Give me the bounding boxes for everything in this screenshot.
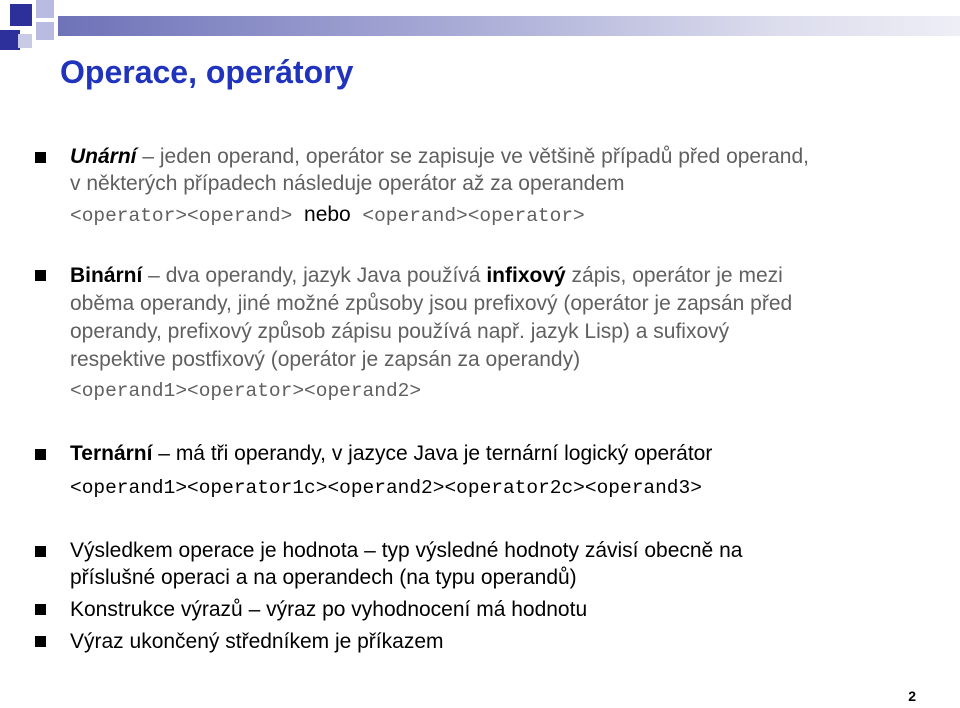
binary-code: <operand1><operator><operand2>: [70, 380, 422, 402]
decor-square-light: [18, 34, 32, 48]
unary-or: nebo: [304, 203, 351, 226]
header-decoration: [0, 0, 960, 60]
construction-line: Konstrukce výrazů – výraz po vyhodnocení má hodnotu: [70, 598, 588, 621]
binary-term: Binární: [70, 264, 143, 287]
binary-text-b: zápis, operátor je mezi: [565, 264, 783, 287]
binary-line-2: oběma operandy, jiné možné způsoby jsou prefixový (operátor je zapsán před: [70, 292, 793, 315]
unary-line-1: [70, 144, 809, 170]
result-line-2: příslušné operaci a na operandech (na typu operandů): [70, 566, 577, 589]
ternary-term: Ternární: [70, 442, 153, 465]
ternary-code: <operand1><operator1c><operand2><operator2c><operand3>: [70, 477, 702, 499]
decor-square-light: [36, 0, 54, 18]
binary-line-3: operandy, prefixový způsob zápisu používá např. jazyk Lisp) a sufixový: [70, 320, 730, 343]
bullet-icon: [35, 270, 46, 281]
ternary-text: – má tři operandy, v jazyce Java je ternární logický operátor: [152, 442, 713, 465]
binary-line-1: [70, 263, 783, 289]
unary-term: Unární: [70, 145, 137, 168]
statement-line: Výraz ukončený středníkem je příkazem: [70, 630, 444, 653]
slide-title: Operace, operátory: [60, 54, 354, 90]
unary-code-prefix: <operator><operand>: [70, 205, 293, 227]
header-bar: [58, 16, 960, 36]
bullet-icon: [35, 546, 46, 557]
unary-code-line: [70, 202, 585, 229]
unary-code-postfix: <operand><operator>: [362, 205, 585, 227]
bullet-icon: [35, 449, 46, 460]
page-number: 2: [908, 688, 916, 704]
decor-square-dark: [10, 4, 32, 26]
binary-line-4: respektive postfixový (operátor je zapsán za operandy): [70, 348, 581, 371]
result-line-1: Výsledkem operace je hodnota – typ výsledné hodnoty závisí obecně na: [70, 539, 743, 562]
bullet-icon: [35, 604, 46, 615]
binary-text-a: – dva operandy, jazyk Java používá: [142, 264, 487, 287]
unary-text: – jeden operand, operátor se zapisuje ve většině případů před operand,: [136, 145, 809, 168]
bullet-icon: [35, 152, 46, 163]
decor-square-dark: [0, 30, 20, 50]
unary-line-2: v některých případech následuje operátor až za operandem: [70, 172, 625, 195]
decor-square-light: [36, 22, 54, 40]
ternary-line: [70, 441, 712, 467]
binary-infix: infixový: [486, 264, 566, 287]
bullet-icon: [35, 636, 46, 647]
